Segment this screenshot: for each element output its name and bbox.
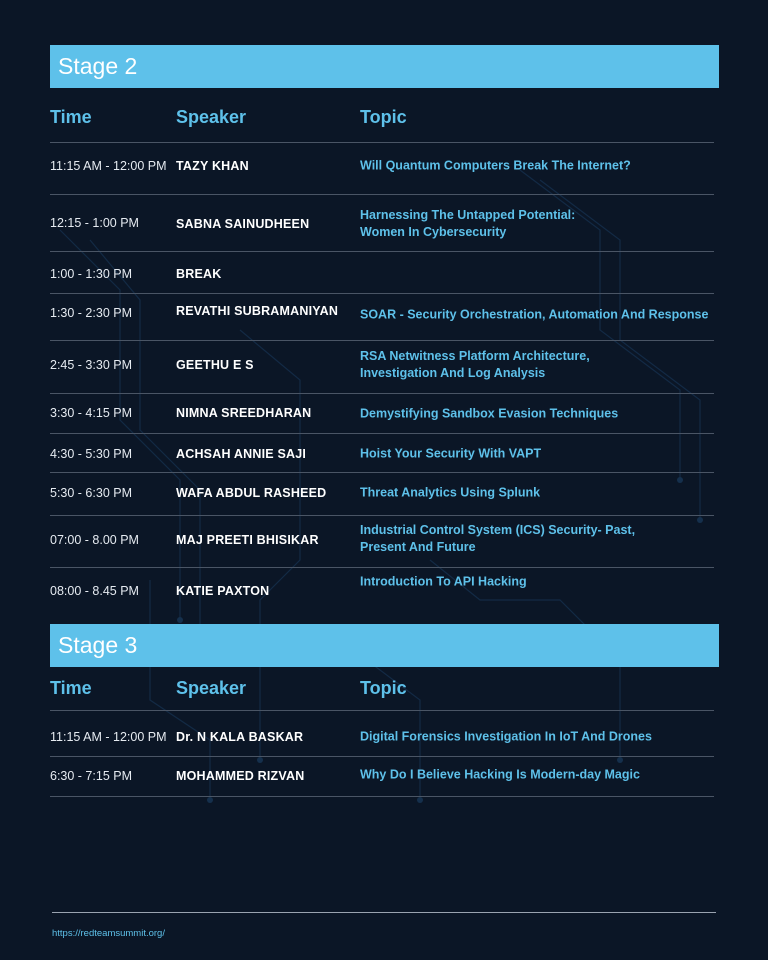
column-header-time: Time <box>50 678 92 698</box>
session-time: 12:15 - 1:00 PM <box>50 216 139 230</box>
session-topic: Will Quantum Computers Break The Internet? <box>360 158 631 173</box>
session-topic: RSA Netwitness Platform Architecture, Investigation And Log Analysis <box>360 349 590 380</box>
session-topic: Demystifying Sandbox Evasion Techniques <box>360 406 619 421</box>
stage-2-title-bar <box>50 45 719 88</box>
website-link[interactable]: https://redteamsummit.org/ <box>52 928 165 939</box>
column-header-topic: Topic <box>360 678 407 698</box>
session-time: 1:30 - 2:30 PM <box>50 306 132 320</box>
table-divider <box>50 567 714 568</box>
session-topic: Digital Forensics Investigation In IoT And Drones <box>360 729 652 744</box>
session-topic: Why Do I Believe Hacking Is Modern-day Magic <box>360 767 640 782</box>
session-time: 5:30 - 6:30 PM <box>50 486 132 500</box>
session-speaker: SABNA SAINUDHEEN <box>176 217 310 231</box>
session-speaker: TAZY KHAN <box>176 159 249 173</box>
column-header-speaker: Speaker <box>176 678 247 698</box>
session-topic: Industrial Control System (ICS) Security- Past, Present And Future <box>360 523 636 554</box>
session-speaker: MAJ PREETI BHISIKAR <box>176 533 319 547</box>
column-header-speaker: Speaker <box>176 107 247 127</box>
session-topic: Introduction To API Hacking <box>360 574 527 589</box>
session-speaker: BREAK <box>176 267 222 281</box>
session-speaker: GEETHU E S <box>176 358 254 372</box>
session-time: 11:15 AM - 12:00 PM <box>50 159 167 173</box>
session-speaker: MOHAMMED RIZVAN <box>176 769 305 783</box>
session-time: 4:30 - 5:30 PM <box>50 447 132 461</box>
session-speaker: NIMNA SREEDHARAN <box>176 406 312 420</box>
session-time: 6:30 - 7:15 PM <box>50 769 132 783</box>
session-topic: Threat Analytics Using Splunk <box>360 485 541 500</box>
session-time: 08:00 - 8.45 PM <box>50 584 139 598</box>
session-time: 07:00 - 8.00 PM <box>50 533 139 547</box>
stage-title: Stage 2 <box>58 53 138 79</box>
table-divider <box>50 251 714 252</box>
table-divider <box>50 340 714 341</box>
column-header-time: Time <box>50 107 92 127</box>
session-topic: SOAR - Security Orchestration, Automation And Response <box>360 307 709 322</box>
session-time: 2:45 - 3:30 PM <box>50 358 132 372</box>
session-time: 3:30 - 4:15 PM <box>50 406 132 420</box>
column-header-topic: Topic <box>360 107 407 127</box>
session-speaker: WAFA ABDUL RASHEED <box>176 486 327 500</box>
session-speaker: ACHSAH ANNIE SAJI <box>176 447 307 461</box>
session-speaker: KATIE PAXTON <box>176 584 270 598</box>
table-divider <box>50 472 714 473</box>
stage-3-title-bar <box>50 624 719 667</box>
session-speaker: Dr. N KALA BASKAR <box>176 730 304 744</box>
stage-title: Stage 3 <box>58 632 138 658</box>
table-divider <box>50 433 714 434</box>
table-divider <box>50 194 714 195</box>
table-divider <box>50 710 714 711</box>
session-speaker: REVATHI SUBRAMANIYAN <box>176 304 339 318</box>
footer-divider <box>52 912 716 913</box>
table-divider <box>50 515 714 516</box>
session-time: 11:15 AM - 12:00 PM <box>50 730 167 744</box>
table-divider <box>50 393 714 394</box>
table-divider <box>50 796 714 797</box>
session-topic: Harnessing The Untapped Potential: Women In Cybersecurity <box>360 208 576 239</box>
session-time: 1:00 - 1:30 PM <box>50 267 132 281</box>
table-divider <box>50 756 714 757</box>
session-topic: Hoist Your Security With VAPT <box>360 446 542 461</box>
table-divider <box>50 293 714 294</box>
table-divider <box>50 142 714 143</box>
